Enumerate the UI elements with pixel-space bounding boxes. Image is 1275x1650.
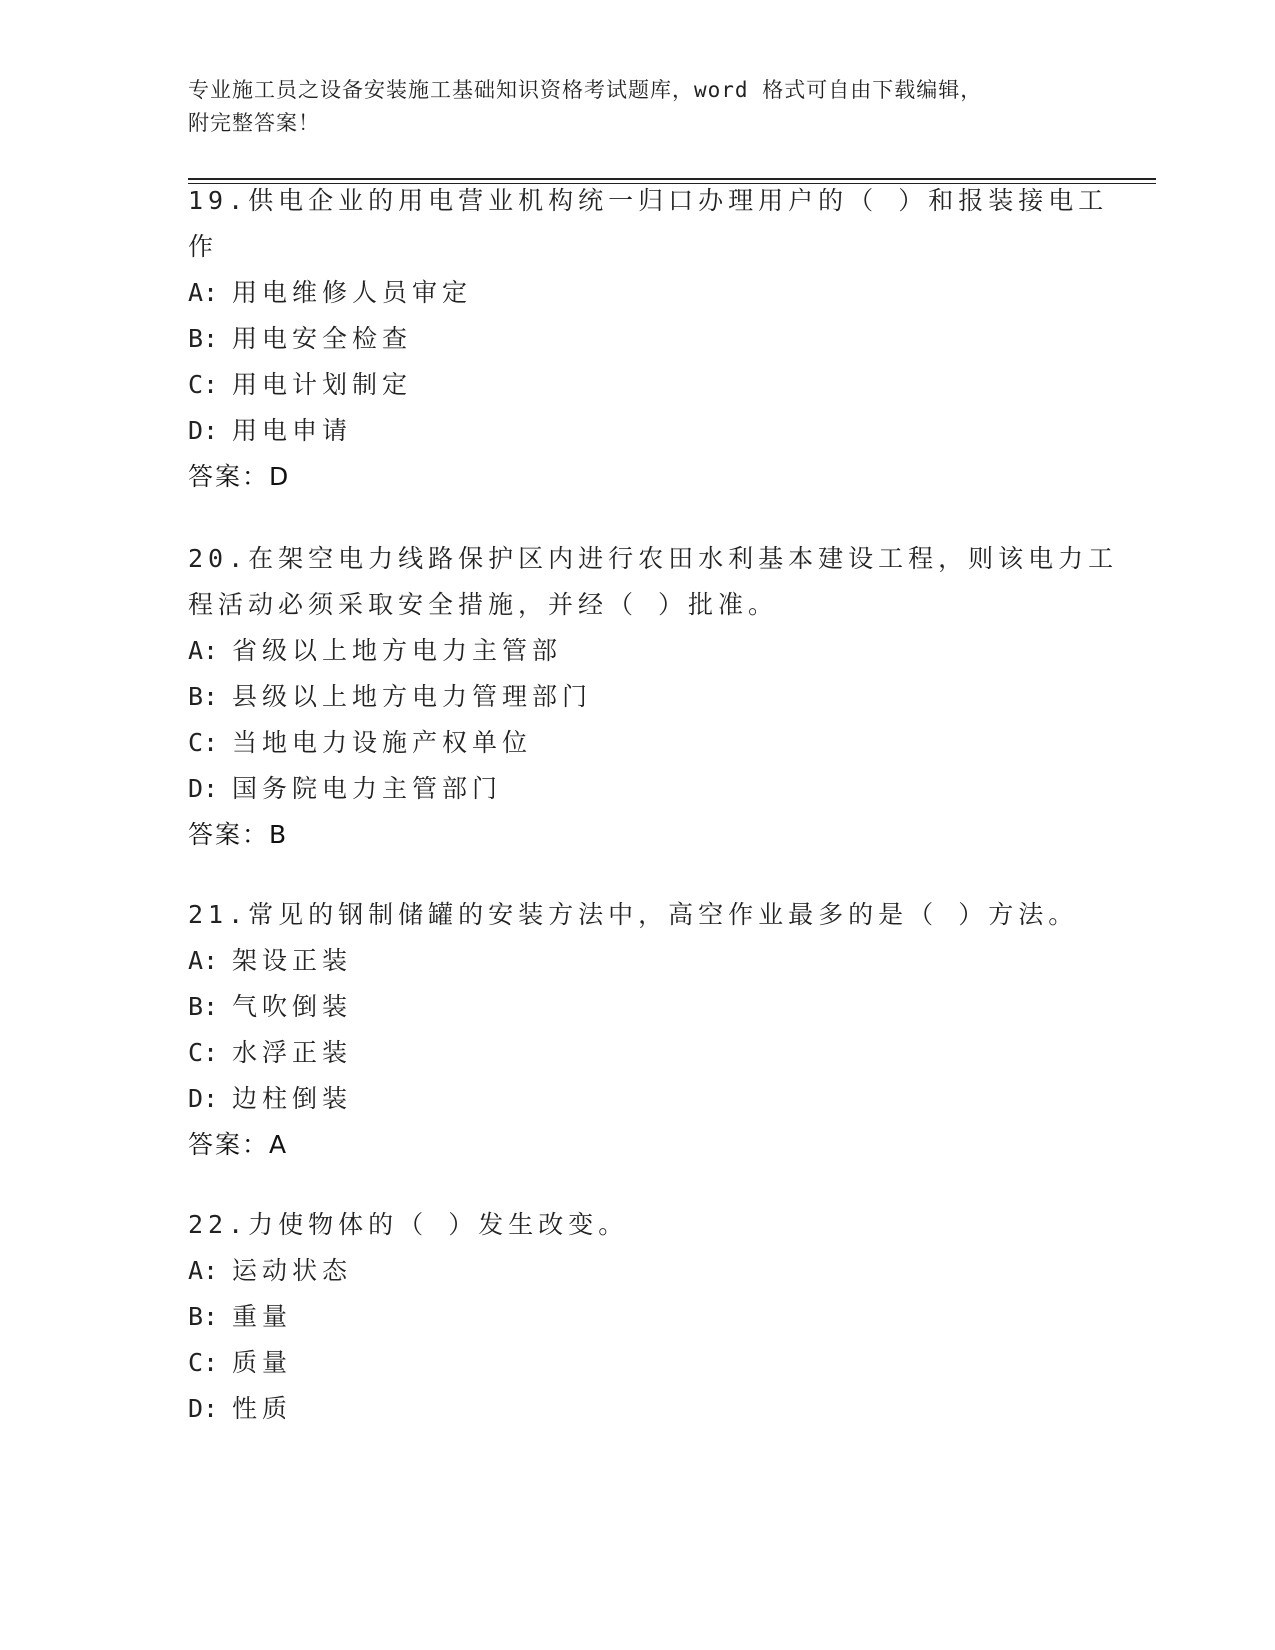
question-stem-continued: 作: [188, 232, 219, 261]
question-21: [188, 892, 1088, 1168]
option-text: 架设正装: [232, 946, 353, 975]
option-text: 气吹倒装: [232, 992, 353, 1021]
option-letter: A:: [188, 946, 219, 975]
question-stem: 19.供电企业的用电营业机构统一归口办理用户的（ ）和报装接电工: [188, 186, 1109, 215]
option-b: [188, 1294, 1088, 1340]
option-a: [188, 938, 1088, 984]
option-d: [188, 766, 1088, 812]
header-line-1: 专业施工员之设备安装施工基础知识资格考试题库，word 格式可自由下载编辑，: [188, 78, 983, 102]
question-22: [188, 1202, 1088, 1432]
option-letter: C:: [188, 728, 219, 757]
header-line-2: 附完整答案！: [188, 111, 320, 135]
option-text: 县级以上地方电力管理部门: [232, 682, 593, 711]
option-letter: D:: [188, 774, 219, 803]
option-text: 用电申请: [232, 416, 353, 445]
option-a: [188, 628, 1088, 674]
option-text: 重量: [232, 1302, 293, 1331]
option-text: 性质: [232, 1394, 293, 1423]
question-stem: 22.力使物体的（ ）发生改变。: [188, 1210, 629, 1239]
answer-line: 答案：B: [188, 820, 289, 849]
question-stem-continued: 程活动必须采取安全措施，并经（ ）批准。: [188, 590, 779, 619]
option-text: 用电安全检查: [232, 324, 413, 353]
option-letter: A:: [188, 636, 219, 665]
option-text: 国务院电力主管部门: [232, 774, 503, 803]
question-stem: 21.常见的钢制储罐的安装方法中，高空作业最多的是（ ）方法。: [188, 900, 1079, 929]
option-letter: D:: [188, 416, 219, 445]
question-stem: 20.在架空电力线路保护区内进行农田水利基本建设工程，则该电力工: [188, 544, 1119, 573]
option-text: 当地电力设施产权单位: [232, 728, 533, 757]
option-text: 运动状态: [232, 1256, 353, 1285]
option-a: [188, 270, 1088, 316]
option-text: 省级以上地方电力主管部: [232, 636, 563, 665]
option-a: [188, 1248, 1088, 1294]
option-c: [188, 1030, 1088, 1076]
document-header: [188, 74, 1088, 140]
option-letter: A:: [188, 1256, 219, 1285]
option-text: 质量: [232, 1348, 293, 1377]
option-letter: B:: [188, 1302, 219, 1331]
option-b: [188, 316, 1088, 362]
option-c: [188, 1340, 1088, 1386]
option-text: 边柱倒装: [232, 1084, 353, 1113]
option-letter: B:: [188, 324, 219, 353]
option-letter: B:: [188, 682, 219, 711]
option-c: [188, 362, 1088, 408]
option-letter: C:: [188, 1348, 219, 1377]
option-b: [188, 674, 1088, 720]
option-text: 水浮正装: [232, 1038, 353, 1067]
question-19: [188, 178, 1109, 500]
option-text: 用电计划制定: [232, 370, 413, 399]
option-letter: B:: [188, 992, 219, 1021]
option-d: [188, 1386, 1088, 1432]
option-letter: A:: [188, 278, 219, 307]
option-b: [188, 984, 1088, 1030]
question-20: [188, 536, 1119, 858]
option-letter: C:: [188, 1038, 219, 1067]
option-d: [188, 408, 1088, 454]
answer-line: 答案：A: [188, 1130, 289, 1159]
option-c: [188, 720, 1088, 766]
option-letter: C:: [188, 370, 219, 399]
option-letter: D:: [188, 1394, 219, 1423]
answer-line: 答案：D: [188, 462, 291, 491]
option-letter: D:: [188, 1084, 219, 1113]
option-text: 用电维修人员审定: [232, 278, 473, 307]
option-d: [188, 1076, 1088, 1122]
